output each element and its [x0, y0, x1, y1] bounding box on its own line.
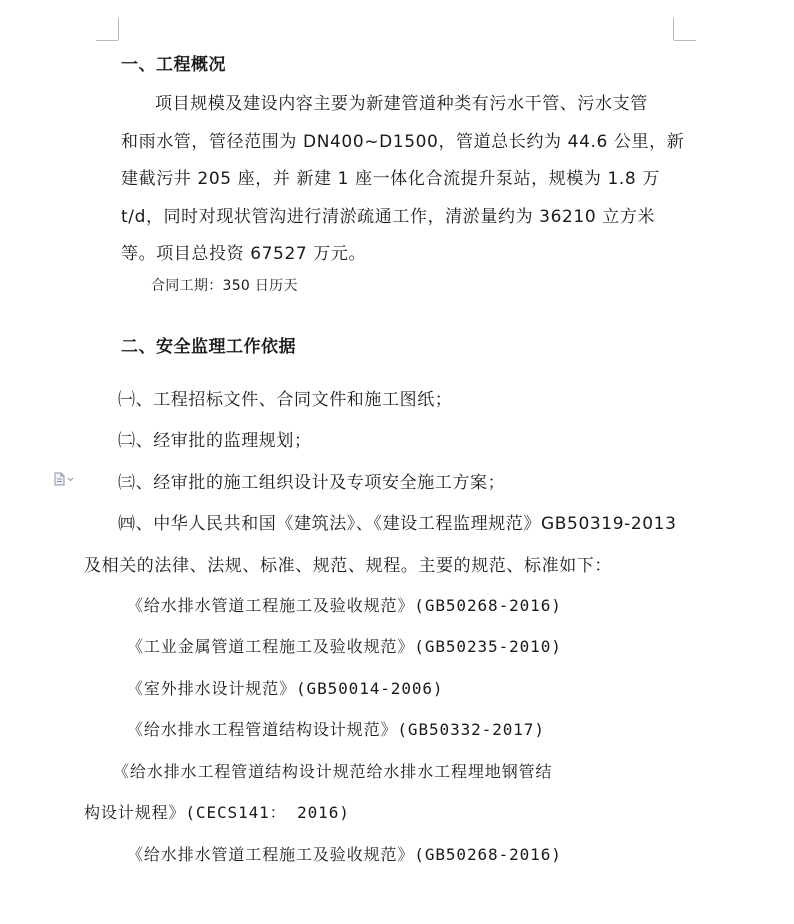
basis-item: ㈢、经审批的施工组织设计及专项安全施工方案；	[118, 473, 506, 493]
basis-item: ㈠、工程招标文件、合同文件和施工图纸；	[118, 390, 453, 410]
standard-item: 《给水排水管道工程施工及验收规范》(GB50268-2016)	[127, 845, 562, 864]
basis-item: ㈣、中华人民共和国《建筑法》、《建设工程监理规范》GB50319-2013	[118, 514, 677, 534]
paragraph-line: t/d，同时对现状管沟进行清淤疏通工作，清淤量约为 36210 立方米	[121, 207, 656, 227]
section-heading-basis: 二、安全监理工作依据	[121, 337, 296, 357]
standard-item: 《给水排水工程管道结构设计规范》(GB50332-2017)	[127, 720, 545, 739]
paragraph-line: 等。项目总投资 67527 万元。	[121, 244, 367, 264]
standard-item: 《给水排水管道工程施工及验收规范》(GB50268-2016)	[127, 596, 562, 615]
document-icon[interactable]	[53, 471, 77, 485]
basis-item: 及相关的法律、法规、标准、规范、规程。主要的规范、标准如下：	[84, 556, 612, 576]
standard-item: 《给水排水工程管道结构设计规范给水排水工程埋地钢管结	[113, 762, 553, 781]
page-corner-mark-top-left	[96, 40, 118, 41]
page-corner-mark-top-right	[673, 18, 674, 40]
paragraph-line: 项目规模及建设内容主要为新建管道种类有污水干管、污水支管	[155, 94, 648, 114]
standard-item: 构设计规程》(CECS141： 2016)	[84, 803, 350, 822]
standard-item: 《工业金属管道工程施工及验收规范》(GB50235-2010)	[127, 637, 562, 656]
contract-period: 合同工期：350 日历天	[151, 278, 298, 294]
chevron-down-icon	[68, 478, 73, 481]
standard-item: 《室外排水设计规范》(GB50014-2006)	[127, 679, 444, 698]
page-corner-mark-top-left	[118, 18, 119, 40]
paragraph-line: 建截污井 205 座，并 新建 1 座一体化合流提升泵站，规模为 1.8 万	[121, 169, 660, 189]
page-corner-mark-top-right	[674, 40, 696, 41]
section-heading-overview: 一、工程概况	[121, 55, 226, 75]
paragraph-line: 和雨水管，管径范围为 DN400~D1500，管道总长约为 44.6 公里，新	[121, 132, 685, 152]
basis-item: ㈡、经审批的监理规划；	[118, 431, 312, 451]
